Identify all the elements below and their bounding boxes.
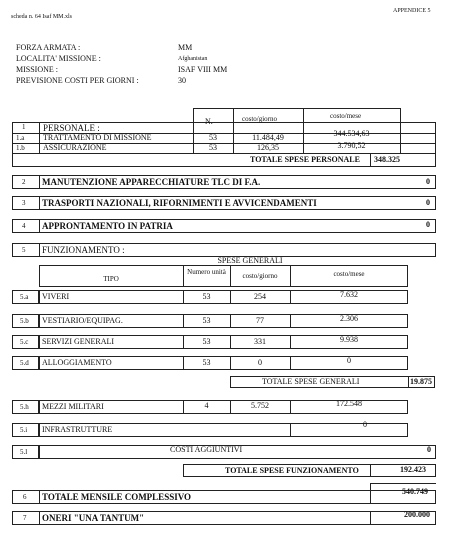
row-label: ALLOGGIAMENTO [42, 358, 112, 367]
row-cost-month: 0 [347, 356, 351, 365]
section-value: 0 [426, 198, 430, 207]
section-number: 6 [23, 493, 27, 501]
info-label: FORZA ARMATA : [16, 43, 81, 52]
row-cost-month: 3.790,52 [337, 141, 366, 150]
total-personale-value: 348.325 [374, 155, 400, 164]
subsection-title: SPESE GENERALI [217, 256, 283, 265]
section-title: TOTALE MENSILE COMPLESSIVO [42, 492, 192, 502]
row-cost-day: 11.484,49 [252, 133, 284, 142]
row-units: 53 [202, 316, 211, 325]
row-cost-day: 0 [258, 358, 262, 367]
info-label: LOCALITA' MISSIONE : [16, 54, 101, 63]
section-title: APPRONTAMENTO IN PATRIA [42, 221, 173, 231]
total-funzionamento-value: 192.423 [400, 465, 426, 474]
column-header-units: Numero unità [187, 268, 226, 276]
row-label: ASSICURAZIONE [43, 143, 107, 152]
row-code: 5.b [20, 317, 29, 325]
section-number: 2 [22, 178, 26, 186]
column-header-cost-month: costo/mese [330, 112, 362, 120]
section-title: FUNZIONAMENTO : [42, 245, 125, 255]
row-units: 4 [204, 401, 209, 410]
row-cost-month: 7.632 [340, 290, 358, 299]
row-cost-month: 9.938 [340, 335, 358, 344]
row-label: VESTIARIO/EQUIPAG. [42, 316, 123, 325]
column-header-n: N. [205, 117, 213, 126]
row-value: 0 [427, 445, 431, 454]
section-value: 0 [426, 177, 430, 186]
file-reference: scheda n. 64 Isaf MM.xls [11, 14, 72, 20]
row-code: 5.h [20, 403, 29, 411]
section-number: 7 [23, 514, 27, 522]
row-label: MEZZI MILITARI [42, 402, 104, 411]
section-number: 1 [22, 123, 26, 131]
section-value: 0 [426, 220, 430, 229]
total-funzionamento-label: TOTALE SPESE FUNZIONAMENTO [225, 466, 359, 475]
row-cost-day: 254 [254, 292, 266, 301]
row-code: 5.i [20, 426, 28, 434]
info-value: Afghanistan [178, 56, 208, 62]
section-title: ONERI "UNA TANTUM" [42, 513, 145, 523]
row-label: VIVERI [42, 292, 70, 301]
info-value: ISAF VIII MM [178, 65, 228, 74]
row-cost-day: 77 [256, 316, 264, 325]
row-n: 53 [209, 133, 217, 142]
row-units: 53 [202, 337, 211, 346]
row-units: 53 [202, 292, 211, 301]
row-code: 5.l [20, 448, 28, 456]
row-cost-day: 126,35 [257, 143, 279, 152]
row-cost-day: 331 [254, 337, 266, 346]
section-value: 540.749 [402, 487, 428, 496]
general-total-value: 19.875 [410, 377, 432, 386]
row-code: 5.c [20, 338, 29, 346]
column-header-tipo: TIPO [103, 275, 119, 283]
total-personale-label: TOTALE SPESE PERSONALE [250, 155, 360, 164]
appendix-label: APPENDICE 5 [393, 8, 431, 14]
row-label: TRATTAMENTO DI MISSIONE [43, 133, 152, 142]
section-number: 4 [22, 222, 26, 230]
column-header-cost-day: costo/giorno [242, 272, 278, 280]
row-cost-month: 172.548 [336, 399, 362, 408]
info-label: PREVISIONE COSTI PER GIORNI : [16, 76, 139, 85]
row-code: 5.d [20, 359, 29, 367]
section-number: 3 [22, 199, 26, 207]
info-label: MISSIONE : [16, 65, 59, 74]
info-value: 30 [178, 76, 186, 85]
row-code: 1.b [16, 144, 25, 152]
column-header-cost-day: costo/giorno [242, 115, 277, 123]
row-cost-day: 5.752 [251, 401, 269, 410]
section-title: MANUTENZIONE APPARECCHIATURE TLC DI F.A. [42, 177, 261, 187]
section-value: 200.000 [404, 510, 430, 519]
row-units: 53 [202, 358, 211, 367]
column-header-cost-month: costo/mese [333, 270, 365, 278]
row-label: INFRASTRUTTURE [42, 425, 113, 434]
info-value: MM [178, 43, 193, 52]
section-number: 5 [22, 246, 26, 254]
row-code: 1.a [16, 134, 25, 142]
row-label: SERVIZI GENERALI [42, 337, 115, 346]
row-cost-month: 344.534,63 [333, 129, 370, 138]
row-label: COSTI AGGIUNTIVI [170, 445, 243, 454]
row-cost-month: 0 [363, 420, 367, 429]
row-n: 53 [209, 143, 217, 152]
general-total-label: TOTALE SPESE GENERALI [262, 377, 360, 386]
section-title: PERSONALE : [43, 123, 100, 133]
row-code: 5.a [20, 293, 29, 301]
row-cost-month: 2.306 [340, 314, 358, 323]
section-title: TRASPORTI NAZIONALI, RIFORNIMENTI E AVVICENDAMENTI [42, 198, 317, 208]
